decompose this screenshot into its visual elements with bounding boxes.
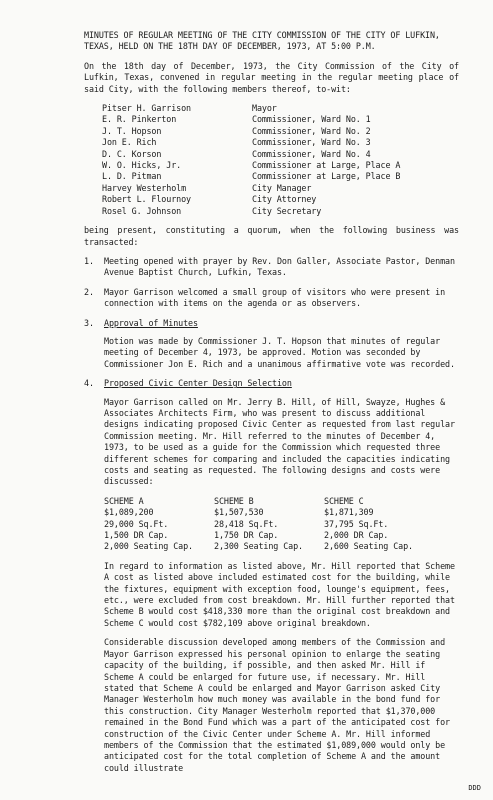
discussion-paragraph: Considerable discussion developed among members of the Commission and Mayor Garrison expressed his personal opinion to enlarge the seating capacity of the building, if possible, and then asked Mr. Hill if Scheme A could be enlarged for future use, if necessary. Mr. Hill stated that Scheme A could be enlarged and Mayor Garrison asked City Manager Westerholm how much money was available in the bond fund for this construction. City Manager Westerholm reported that $1,370,000 remained in the Bond Fund which was a part of the anticipated cost for construction of the Civic Center under Scheme A. Mr. Hill informed members of the Commission that the estimated $1,089,000 would only be anticipated cost for the total completion of Scheme A and the amount could illustrate [104, 637, 455, 773]
scheme-header: SCHEME C [324, 495, 364, 506]
scheme-cell: 29,000 Sq.Ft. [104, 518, 169, 529]
intro-paragraph: On the 18th day of December, 1973, the City Commission of the City of Lufkin, Texas, convened in regular meeting in the regular meeting place of said City, with the following members thereof, to-wit: [84, 60, 464, 94]
item-text: Mayor Garrison called on Mr. Jerry B. Hill, of Hill, Swayze, Hughes & Associates Architects Firm, who was present to discuss additional designs indicating proposed Civic Center as requested from last regular Commission meeting. Mr. Hill referred to the minutes of December 4, 1973, to be used as a guide for the Commission which requested three different schemes for comparing and included the capacities indicating costs and seating as requested. The following designs and costs were discussed: [104, 396, 460, 487]
roster-name: D. C. Korson [102, 148, 162, 159]
scheme-header: SCHEME B [214, 495, 254, 506]
attendance-roster [102, 103, 459, 217]
scheme-cell: 28,418 Sq.Ft. [214, 518, 279, 529]
item-text: Motion was made by Commissioner J. T. Hopson that minutes of regular meeting of December 4, 1973, be approved. Motion was seconded by Commissioner Jon E. Rich and a unanimous affirmative vote was recorded. [104, 335, 455, 369]
scheme-cell: 37,795 Sq.Ft. [324, 518, 389, 529]
scheme-comparison-table [104, 496, 459, 553]
scheme-cost-paragraph: In regard to information as listed above, Mr. Hill reported that Scheme A cost as listed above included estimated cost for the building, while the fixtures, equipment with exception food, lounge's equipment, fees, etc., were excluded from cost breakdown. Mr. Hill further reported that Scheme B would cost $418,330 more than the original cost breakdown and Scheme C would cost $782,109 above original breakdown. [104, 560, 460, 628]
roster-title: City Attorney [252, 194, 317, 205]
agenda-item [84, 318, 459, 371]
scheme-cell: 2,600 Seating Cap. [324, 541, 413, 552]
scheme-cell: $1,089,200 [104, 507, 154, 518]
roster-name: E. R. Pinkerton [102, 114, 177, 125]
scheme-cell: 1,750 DR Cap. [214, 530, 279, 541]
item-text: Meeting opened with prayer by Rev. Don Galler, Associate Pastor, Denman Avenue Baptist Church, Lufkin, Texas. [104, 255, 460, 278]
roster-name: Robert L. Flournoy [102, 194, 191, 205]
scheme-cell: 2,300 Seating Cap. [214, 541, 303, 552]
roster-title: Mayor [252, 103, 277, 114]
roster-name: Jon E. Rich [102, 137, 157, 148]
scheme-cell: 2,000 DR Cap. [324, 530, 389, 541]
item-number: 4. [84, 378, 94, 389]
item-number: 3. [84, 317, 94, 328]
roster-title: Commissioner, Ward No. 3 [252, 137, 371, 148]
item-text: Mayor Garrison welcomed a small group of visitors who were present in connection with items on the agenda or as observers. [104, 286, 450, 309]
roster-title: Commissioner, Ward No. 2 [252, 125, 371, 136]
scheme-cell: 2,000 Seating Cap. [104, 541, 193, 552]
roster-name: Pitser H. Garrison [102, 103, 191, 114]
roster-name: Harvey Westerholm [102, 182, 187, 193]
roster-name: L. D. Pitman [102, 171, 162, 182]
roster-name: W. O. Hicks, Jr. [102, 160, 182, 171]
page-number: DDD [468, 784, 481, 792]
agenda-item [84, 378, 459, 488]
item-number: 2. [84, 286, 94, 297]
roster-title: Commissioner, Ward No. 1 [252, 114, 371, 125]
scheme-cell: $1,871,309 [324, 507, 374, 518]
roster-title: Commissioner at Large, Place B [252, 171, 401, 182]
roster-title: City Manager [252, 182, 312, 193]
roster-name: J. T. Hopson [102, 125, 162, 136]
agenda-item [84, 256, 459, 279]
quorum-paragraph: being present, constituting a quorum, when the following business was transacted: [84, 225, 464, 247]
roster-name: Rosel G. Johnson [102, 205, 182, 216]
item-heading: Proposed Civic Center Design Selection [104, 378, 292, 389]
item-heading: Approval of Minutes [104, 317, 198, 328]
roster-title: Commissioner at Large, Place A [252, 160, 401, 171]
scheme-header: SCHEME A [104, 495, 144, 506]
scheme-cell: $1,507,530 [214, 507, 264, 518]
minutes-title: MINUTES OF REGULAR MEETING OF THE CITY COMMISSION OF THE CITY OF LUFKIN, TEXAS, HELD ON THE 18TH DAY OF DECEMBER, 1973, AT 5:00 P.M. [84, 30, 445, 52]
roster-title: City Secretary [252, 205, 322, 216]
item-number: 1. [84, 255, 94, 266]
scheme-cell: 1,500 DR Cap. [104, 530, 169, 541]
agenda-item [84, 287, 459, 310]
roster-title: Commissioner, Ward No. 4 [252, 148, 371, 159]
